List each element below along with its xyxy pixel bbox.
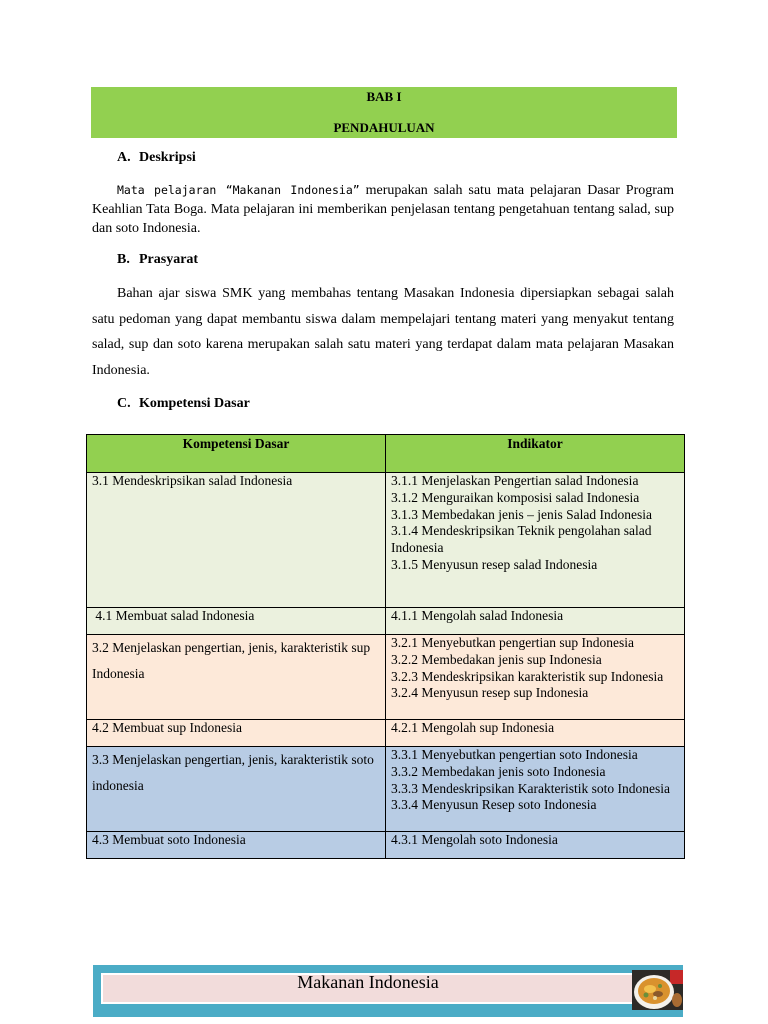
indicator-item: 4.3.1 Mengolah soto Indonesia (391, 832, 558, 847)
indicator-item: 3.1.3 Membedakan jenis – jenis Salad Indonesia (391, 506, 652, 522)
indicator-item: 3.1.5 Menyusun resep salad Indonesia (391, 556, 598, 572)
indicator-item: 4.1.1 Mengolah salad Indonesia (391, 608, 564, 623)
chapter-banner (91, 87, 677, 138)
kd-cell: 3.3 Menjelaskan pengertian, jenis, karakteristik soto indonesia (87, 747, 386, 832)
deskripsi-text: merupakan salah satu mata pelajaran Dasar Program Keahlian Tata Boga. Mata pelajaran ini memberikan penjelasan tentang pengetahuan tentang salad, sup dan soto Indonesia. (92, 183, 674, 236)
kd-cell: 3.1 Mendeskripsikan salad Indonesia (87, 473, 386, 608)
competency-table (86, 434, 685, 859)
table-row (87, 608, 685, 635)
table-row (87, 473, 685, 608)
indicator-item: 3.3.3 Mendeskripsikan Karakteristik soto Indonesia (391, 780, 670, 796)
indicator-cell (386, 720, 685, 747)
table-row (87, 635, 685, 720)
indicator-cell (386, 473, 685, 608)
section-heading-deskripsi: A. Deskripsi (117, 150, 196, 165)
table-row (87, 832, 685, 859)
table-header-row (87, 435, 685, 473)
indicator-item: 3.1.1 Menjelaskan Pengertian salad Indonesia (391, 473, 639, 488)
table-row (87, 720, 685, 747)
indicator-item: 3.2.3 Mendeskripsikan karakteristik sup Indonesia (391, 668, 664, 684)
chapter-number: BAB I (366, 89, 402, 104)
chapter-title: PENDAHULUAN (333, 120, 435, 135)
table-row (87, 747, 685, 832)
indicator-cell (386, 608, 685, 635)
indicator-item: 3.1.2 Menguraikan komposisi salad Indonesia (391, 489, 640, 505)
indicator-item: 3.1.4 Mendeskripsikan Teknik pengolahan salad Indonesia (391, 523, 652, 556)
indicator-item: 3.3.2 Membedakan jenis soto Indonesia (391, 763, 606, 779)
indicator-item: 3.3.4 Menyusun Resep soto Indonesia (391, 797, 597, 813)
deskripsi-course-name: Mata pelajaran “Makanan Indonesia” (117, 183, 360, 197)
kd-cell: 4.3 Membuat soto Indonesia (87, 832, 386, 859)
soup-bowl-image (632, 970, 683, 1010)
indicator-item: 3.2.2 Membedakan jenis sup Indonesia (391, 651, 602, 667)
indicator-cell (386, 635, 685, 720)
soup-bowl-icon (632, 970, 683, 1010)
indicator-item: 4.2.1 Mengolah sup Indonesia (391, 720, 555, 735)
indicator-item: 3.3.1 Menyebutkan pengertian soto Indonesia (391, 747, 638, 762)
indicator-item: 3.2.4 Menyusun resep sup Indonesia (391, 685, 589, 701)
kd-cell: 3.2 Menjelaskan pengertian, jenis, karakteristik sup Indonesia (87, 635, 386, 720)
indicator-cell (386, 747, 685, 832)
section-heading-prasyarat: B. Prasyarat (117, 252, 199, 267)
section-heading-kompetensi: C. Kompetensi Dasar (117, 396, 250, 411)
footer-title: Makanan Indonesia (297, 972, 439, 992)
prasyarat-paragraph: Bahan ajar siswa SMK yang membahas tentang Masakan Indonesia dipersiapkan sebagai salah satu pedoman yang dapat membantu siswa dalam mempelajari tentang materi yang menyakut tentang salad, sup dan soto karena merupakan salah satu materi yang terdapat dalam mata pelajaran Masakan Indonesia. (92, 286, 674, 378)
kd-cell: 4.2 Membuat sup Indonesia (87, 720, 386, 747)
table-header-indikator: Indikator (386, 435, 685, 473)
kd-cell: 4.1 Membuat salad Indonesia (87, 608, 386, 635)
table-header-kompetensi: Kompetensi Dasar (87, 435, 386, 473)
indicator-cell (386, 832, 685, 859)
deskripsi-paragraph (92, 181, 674, 238)
indicator-item: 3.2.1 Menyebutkan pengertian sup Indonesia (391, 635, 634, 650)
